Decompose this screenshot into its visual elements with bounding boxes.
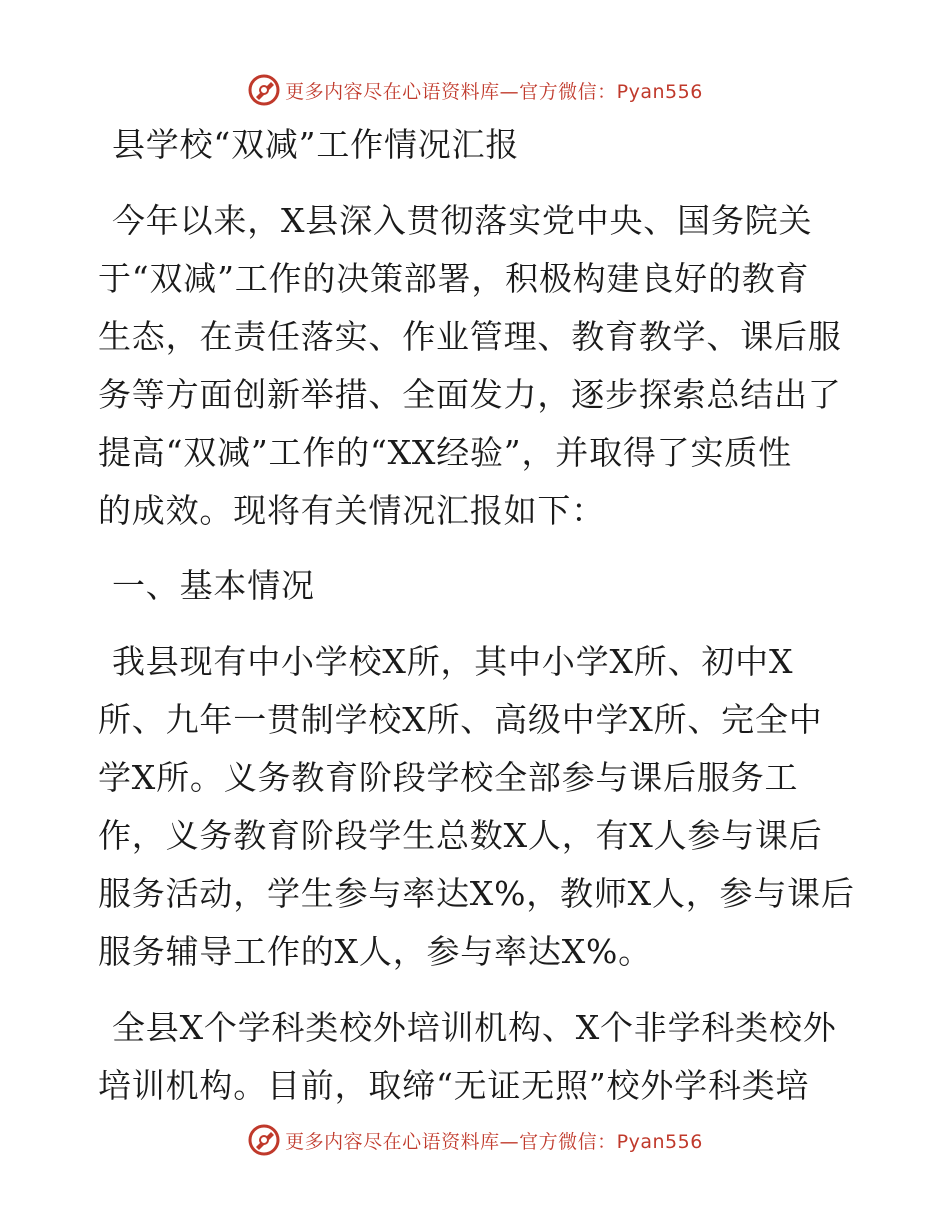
text-line: 我县现有中小学校X所，其中小学X所、初中X — [112, 642, 794, 681]
text-line: 全县X个学科类校外培训机构、X个非学科类校外 — [112, 1008, 837, 1047]
watermark-banner-top — [0, 70, 950, 110]
text-line: 作，义务教育阶段学生总数X人，有X人参与课后 — [98, 816, 823, 855]
text-line: 生态，在责任落实、作业管理、教育教学、课后服 — [98, 317, 842, 356]
text-line: 务等方面创新举措、全面发力，逐步探索总结出了 — [98, 375, 842, 414]
text-line: 培训机构。目前，取缔“无证无照”校外学科类培 — [98, 1066, 810, 1105]
section-heading-basic: 一、基本情况 — [112, 566, 315, 605]
text-line: 于“双减”工作的决策部署，积极构建良好的教育 — [98, 259, 810, 298]
document-title: 县学校“双减”工作情况汇报 — [112, 125, 520, 164]
text-line: 服务活动，学生参与率达X%，教师X人，参与课后 — [98, 874, 855, 913]
watermark-banner-bottom — [0, 1120, 950, 1160]
brand-logo-icon — [247, 73, 281, 107]
brand-logo-icon — [247, 1123, 281, 1157]
text-line: 所、九年一贯制学校X所、高级中学X所、完全中 — [98, 700, 823, 739]
text-line: 的成效。现将有关情况汇报如下： — [98, 491, 605, 530]
watermark-text: 更多内容尽在心语资料库—官方微信：Pyan556 — [285, 80, 703, 103]
text-line: 学X所。义务教育阶段学校全部参与课后服务工 — [98, 758, 799, 797]
watermark-text: 更多内容尽在心语资料库—官方微信：Pyan556 — [285, 1130, 703, 1153]
text-line: 提高“双减”工作的“XX经验”，并取得了实质性 — [98, 433, 792, 472]
text-line: 今年以来，X县深入贯彻落实党中央、国务院关 — [112, 201, 813, 240]
text-line: 服务辅导工作的X人，参与率达X%。 — [98, 932, 652, 971]
